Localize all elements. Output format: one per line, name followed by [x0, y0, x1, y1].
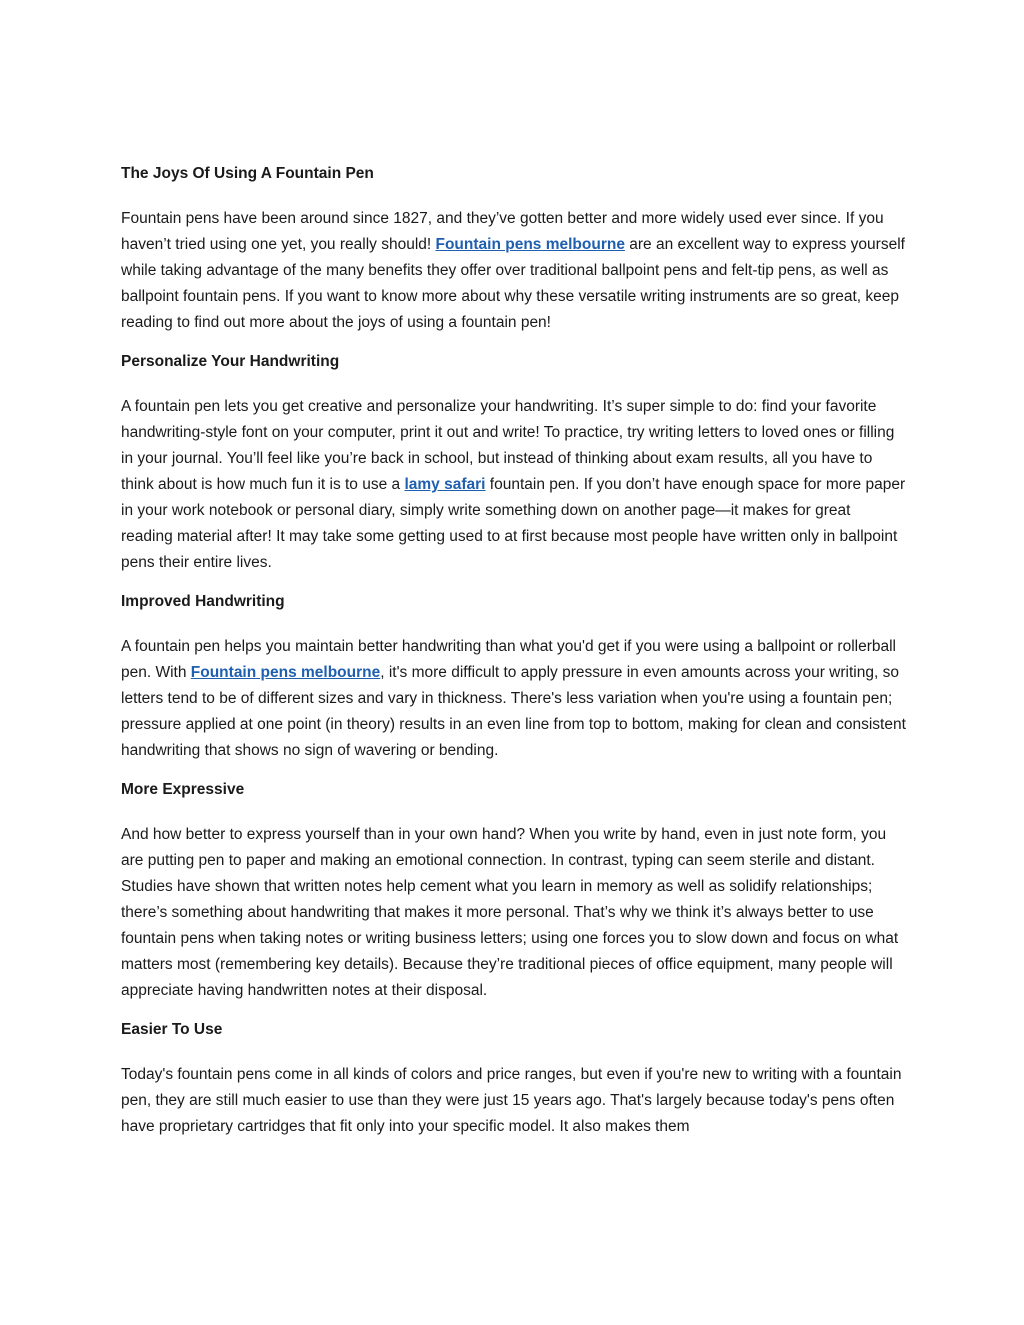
improved-text-2: , it's more difficult to apply pressure in even amounts across your writing, so letters tend to be of different sizes and vary in thickness. There's less variation when you're using a fountain pen; pressure applied at one point (in theory) results in an even line from top to bottom, making for clean and consistent handwriting that shows no sign of wavering or bending. — [121, 664, 906, 759]
document-page — [121, 164, 906, 1156]
section-paragraph-improved — [121, 634, 906, 764]
improved-text-1: A fountain pen helps you maintain better handwriting than what you'd get if you were using a ballpoint or rollerball pen. With — [121, 638, 896, 681]
intro-text-1: Fountain pens have been around since 1827, and they’ve gotten better and more widely used ever since. If you haven’t tried using one yet, you really should! — [121, 210, 884, 253]
lamy-safari-link[interactable]: lamy safari — [404, 476, 486, 493]
document-title: The Joys Of Using A Fountain Pen — [121, 165, 374, 182]
section-heading-easier: Easier To Use — [121, 1021, 223, 1038]
fountain-pens-melbourne-link-2[interactable]: Fountain pens melbourne — [190, 664, 381, 681]
section-paragraph-expressive: And how better to express yourself than in your own hand? When you write by hand, even in just note form, you are putting pen to paper and making an emotional connection. In contrast, typing can seem sterile and distant. Studies have shown that written notes help cement what you learn in memory as well as solidify relationships; there’s something about handwriting that makes it more personal. That’s why we think it’s always better to use fountain pens when taking notes or writing business letters; using one forces you to slow down and focus on what matters most (remembering key details). Because they’re traditional pieces of office equipment, many people will appreciate having handwritten notes at their disposal. — [121, 826, 899, 999]
intro-paragraph — [121, 206, 906, 336]
fountain-pens-melbourne-link[interactable]: Fountain pens melbourne — [435, 236, 625, 253]
personalize-text-2: fountain pen. If you don’t have enough space for more paper in your work notebook or personal diary, simply write something down on another page—it makes for great reading material after! It may take some getting used to at first because most people have written only in ballpoint pens their entire lives. — [121, 476, 906, 571]
intro-text-2: are an excellent way to express yourself while taking advantage of the many benefits they offer over traditional ballpoint pens and felt-tip pens, as well as ballpoint fountain pens. If you want to know more about why these versatile writing instruments are so great, keep reading to find out more about the joys of using a fountain pen! — [121, 236, 905, 331]
section-paragraph-easier: Today's fountain pens come in all kinds of colors and price ranges, but even if you're new to writing with a fountain pen, they are still much easier to use than they were just 15 years ago. That's largely because today's pens often have proprietary cartridges that fit only into your specific model. It also makes them — [121, 1066, 902, 1135]
section-heading-expressive: More Expressive — [121, 781, 245, 798]
personalize-text-1: A fountain pen lets you get creative and personalize your handwriting. It’s super simple to do: find your favorite handwriting-style font on your computer, print it out and write! To practice, try writing letters to loved ones or filling in your journal. You’ll feel like you’re back in school, but instead of thinking about exam results, all you have to think about is how much fun it is to use a — [121, 398, 895, 493]
section-heading-personalize: Personalize Your Handwriting — [121, 353, 340, 370]
section-paragraph-personalize — [121, 394, 906, 576]
section-heading-improved: Improved Handwriting — [121, 593, 285, 610]
